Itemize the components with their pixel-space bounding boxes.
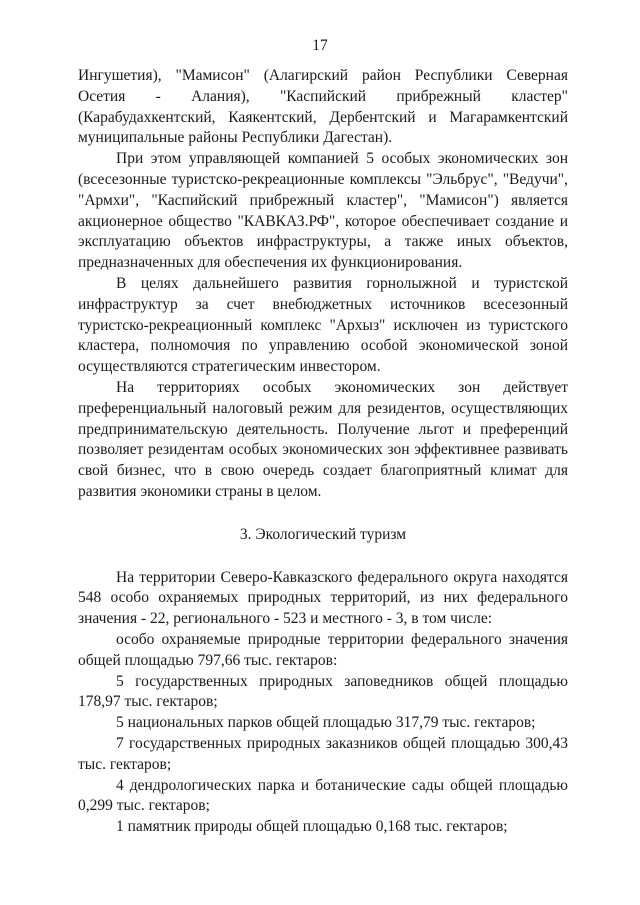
paragraph: На территориях особых экономических зон действует преференциальный налоговый режим для резидентов, осуществляющих предпринимательскую деятельность. Получение льгот и преференций позволяет резидентам особых экономических зон эффективнее развивать свой бизнес, что в свою очередь создает благоприятный климат для развития экономики страны в целом. xyxy=(78,378,568,500)
list-item: 5 национальных парков общей площадью 317,79 тыс. гектаров; xyxy=(116,714,536,732)
list-item: 1 памятник природы общей площадью 0,168 тыс. гектаров; xyxy=(116,818,508,836)
page-number: 17 xyxy=(312,37,328,54)
list-item: 7 государственных природных заказников общей площадью 300,43 тыс. гектаров; xyxy=(78,734,568,773)
paragraph: При этом управляющей компанией 5 особых экономических зон (всесезонные туристско-рекреационные комплексы "Эльбрус", "Ведучи", "Армхи", "Каспийский прибрежный кластер", "Мамисон") является акционерное общество "КАВКАЗ.РФ", которое обеспечивает создание и эксплуатацию объектов инфраструктуры, а также иных объектов, предназначенных для обеспечения их функционирования. xyxy=(78,150,568,272)
section-heading: 3. Экологический туризм xyxy=(239,525,407,543)
document-body xyxy=(78,66,568,838)
list-item: 5 государственных природных заповедников общей площадью 178,97 тыс. гектаров; xyxy=(78,672,568,711)
paragraph: В целях дальнейшего развития горнолыжной и туристской инфраструктур за счет внебюджетных источников всесезонный туристско-рекреационный комплекс "Архыз" исключен из туристского кластера, полномочия по управлению особой экономической зоной осуществляются стратегическим инвестором. xyxy=(78,274,568,376)
list-item: 4 дендрологических парка и ботанические сады общей площадью 0,299 тыс. гектаров; xyxy=(78,776,568,815)
paragraph: особо охраняемые природные территории федерального значения общей площадью 797,66 тыс. гектаров: xyxy=(78,630,568,669)
paragraph: На территории Северо-Кавказского федерального округа находятся 548 особо охраняемых природных территорий, из них федерального значения - 22, регионального - 523 и местного - 3, в том числе: xyxy=(78,568,568,628)
paragraph: Ингушетия), "Мамисон" (Алагирский район Республики Северная Осетия - Алания), "Каспийский прибрежный кластер" (Карабудахкентский, Каякентский, Дербентский и Магарамкентский муниципальные районы Республики Дагестан). xyxy=(78,67,568,147)
